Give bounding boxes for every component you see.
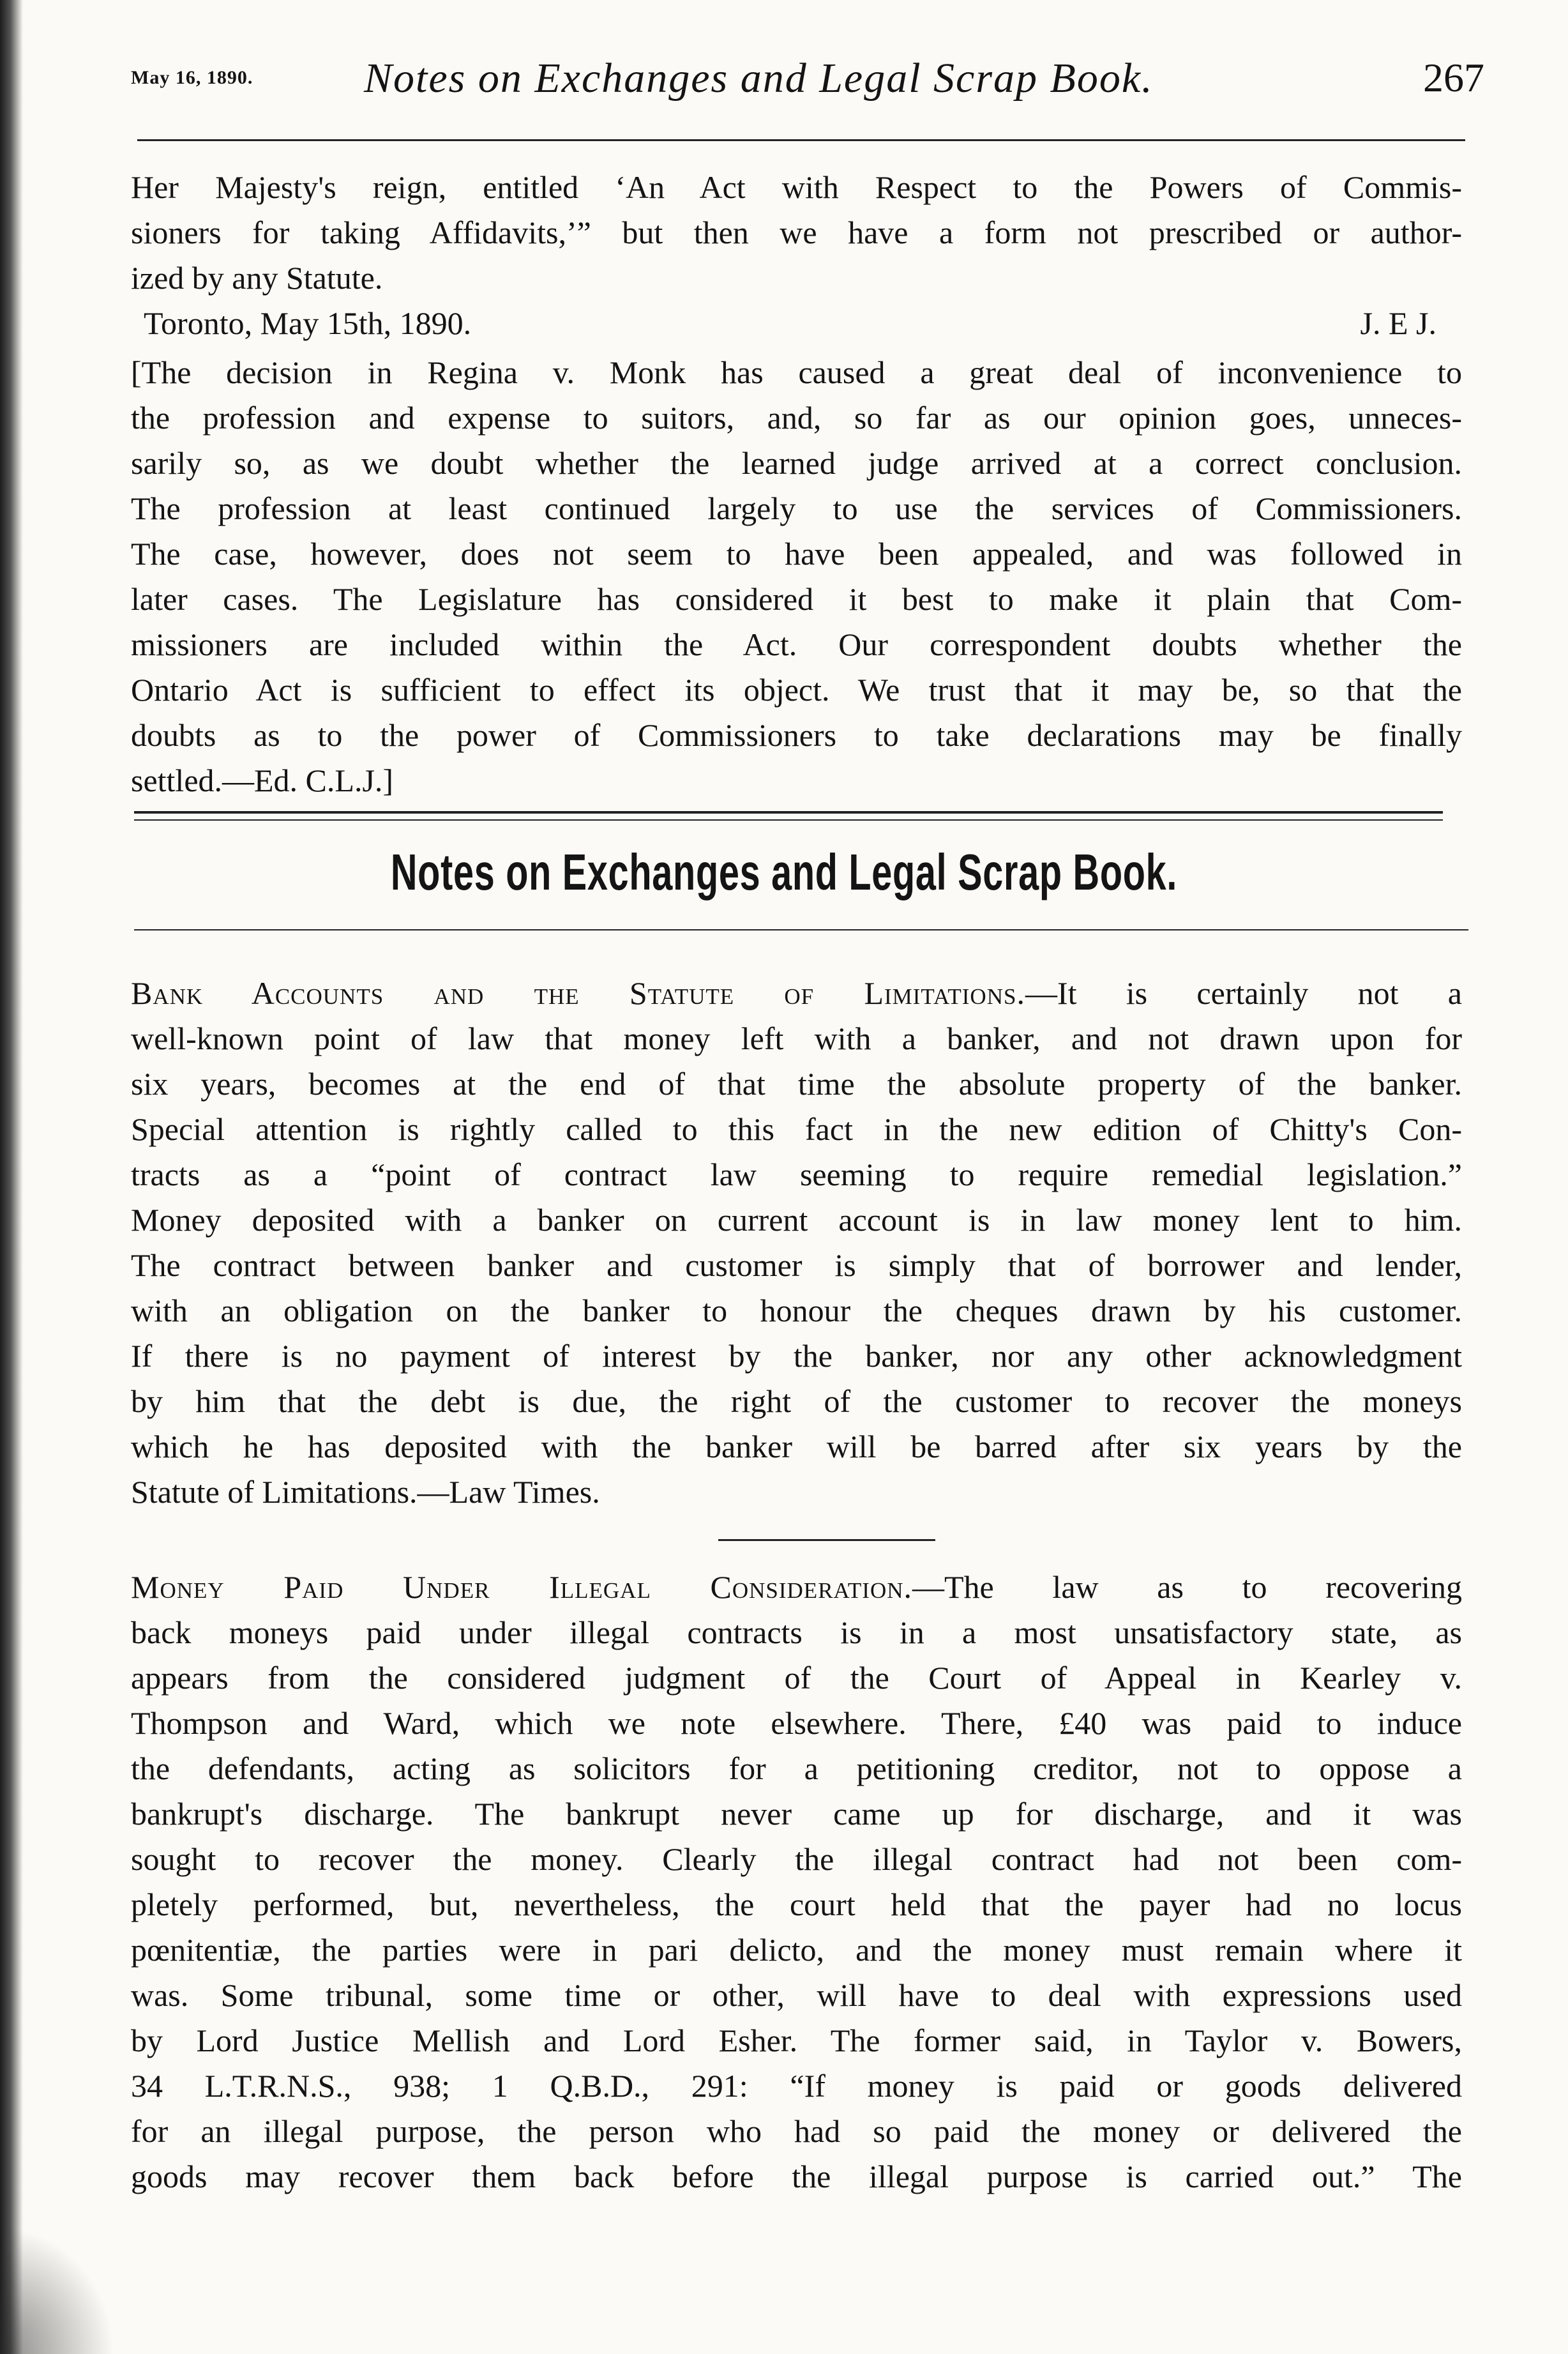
closing-line — [131, 301, 1462, 346]
article-money-paid — [131, 1565, 1462, 2199]
running-header — [131, 54, 1484, 125]
text-line: appears from the considered judgment of the Court of Appeal in Kearley v. — [131, 1660, 1462, 1696]
text-line: 34 L.T.R.N.S., 938; 1 Q.B.D., 291: “If money is paid or goods delivered — [131, 2068, 1462, 2104]
article-first-line — [131, 1565, 1462, 1610]
text-line: sought to recover the money. Clearly the illegal contract had not been com- — [131, 1841, 1462, 1877]
page-number: 267 — [1423, 55, 1484, 100]
text-line: the defendants, acting as solicitors for a petitioning creditor, not to oppose a — [131, 1750, 1462, 1786]
article-heading: Bank Accounts and the Statute of Limitations. — [131, 975, 1025, 1011]
text-line: with an obligation on the banker to honour the cheques drawn by his customer. — [131, 1293, 1462, 1328]
article-bank-accounts — [131, 971, 1462, 1515]
text-line: If there is no payment of interest by the banker, nor any other acknowledgment — [131, 1338, 1462, 1374]
text-line: pletely performed, but, nevertheless, the court held that the payer had no locus — [131, 1887, 1462, 1922]
text-line: Special attention is rightly called to this fact in the new edition of Chitty's Con- — [131, 1111, 1462, 1147]
text-line: pœnitentiæ, the parties were in pari delicto, and the money must remain where it — [131, 1932, 1462, 1968]
text-line: Thompson and Ward, which we note elsewhere. There, £40 was paid to induce — [131, 1705, 1462, 1741]
article-first-line — [131, 971, 1462, 1016]
text-line: for an illegal purpose, the person who had so paid the money or delivered the — [131, 2113, 1462, 2149]
text-line: [The decision in Regina v. Monk has caused a great deal of inconvenience to — [131, 354, 1462, 390]
header-date: May 16, 1890. — [131, 67, 253, 88]
text-line: goods may recover them back before the illegal purpose is carried out.” The — [131, 2159, 1462, 2194]
text-line: by Lord Justice Mellish and Lord Esher. The former said, in Taylor v. Bowers, — [131, 2023, 1462, 2058]
text-line: by him that the debt is due, the right of the customer to recover the moneys — [131, 1383, 1462, 1419]
header-rule — [137, 139, 1465, 141]
continuation-paragraph — [131, 165, 1462, 346]
text-line: bankrupt's discharge. The bankrupt never came up for discharge, and it was — [131, 1796, 1462, 1832]
text-line: settled.—Ed. C.L.J.] — [131, 763, 394, 798]
text-line: was. Some tribunal, some time or other, will have to deal with expressions used — [131, 1977, 1462, 2013]
signature: J. E J. — [1360, 305, 1436, 341]
text-line: sarily so, as we doubt whether the learned judge arrived at a correct conclusion. — [131, 445, 1462, 481]
text-line: back moneys paid under illegal contracts is in a most unsatisfactory state, as — [131, 1614, 1462, 1650]
text-line: Her Majesty's reign, entitled ‘An Act with Respect to the Powers of Commis- — [131, 169, 1462, 205]
text-line: later cases. The Legislature has considered it best to make it plain that Com- — [131, 581, 1462, 617]
text-line: doubts as to the power of Commissioners to take declarations may be finally — [131, 717, 1462, 753]
text-line: The profession at least continued largely to use the services of Commissioners. — [131, 490, 1462, 526]
text-line: —It is certainly not a — [1025, 975, 1462, 1011]
page-edge-shadow — [0, 0, 23, 2354]
text-line: well-known point of law that money left with a banker, and not drawn upon for — [131, 1021, 1462, 1056]
text-line: sioners for taking Affidavits,’” but then we have a form not prescribed or author- — [131, 215, 1462, 250]
header-title: Notes on Exchanges and Legal Scrap Book. — [364, 55, 1154, 102]
text-line: tracts as a “point of contract law seeming to require remedial legislation.” — [131, 1157, 1462, 1192]
text-line: The contract between banker and customer is simply that of borrower and lender, — [131, 1247, 1462, 1283]
page-corner-shadow — [0, 2226, 115, 2354]
text-line: —The law as to recovering — [912, 1569, 1462, 1605]
text-line: which he has deposited with the banker will be barred after six years by the — [131, 1429, 1462, 1464]
text-line: Money deposited with a banker on current account is in law money lent to him. — [131, 1202, 1462, 1238]
article-divider — [718, 1539, 935, 1541]
text-line: six years, becomes at the end of that time the absolute property of the banker. — [131, 1066, 1462, 1102]
section-rule-bottom — [134, 929, 1468, 930]
text-line: Statute of Limitations.—Law Times. — [131, 1474, 600, 1510]
place-date: Toronto, May 15th, 1890. — [144, 305, 472, 341]
section-rule-top-thin — [134, 819, 1443, 821]
text-line: The case, however, does not seem to have been appealed, and was followed in — [131, 536, 1462, 572]
text-line: ized by any Statute. — [131, 260, 383, 296]
text-line: the profession and expense to suitors, and, so far as our opinion goes, unneces- — [131, 400, 1462, 436]
text-line: missioners are included within the Act. Our correspondent doubts whether the — [131, 626, 1462, 662]
editor-note — [131, 350, 1462, 803]
text-line: Ontario Act is sufficient to effect its object. We trust that it may be, so that the — [131, 672, 1462, 708]
article-heading: Money Paid Under Illegal Consideration. — [131, 1569, 913, 1605]
section-rule-top — [134, 811, 1443, 814]
section-title: Notes on Exchanges and Legal Scrap Book. — [390, 844, 1178, 900]
